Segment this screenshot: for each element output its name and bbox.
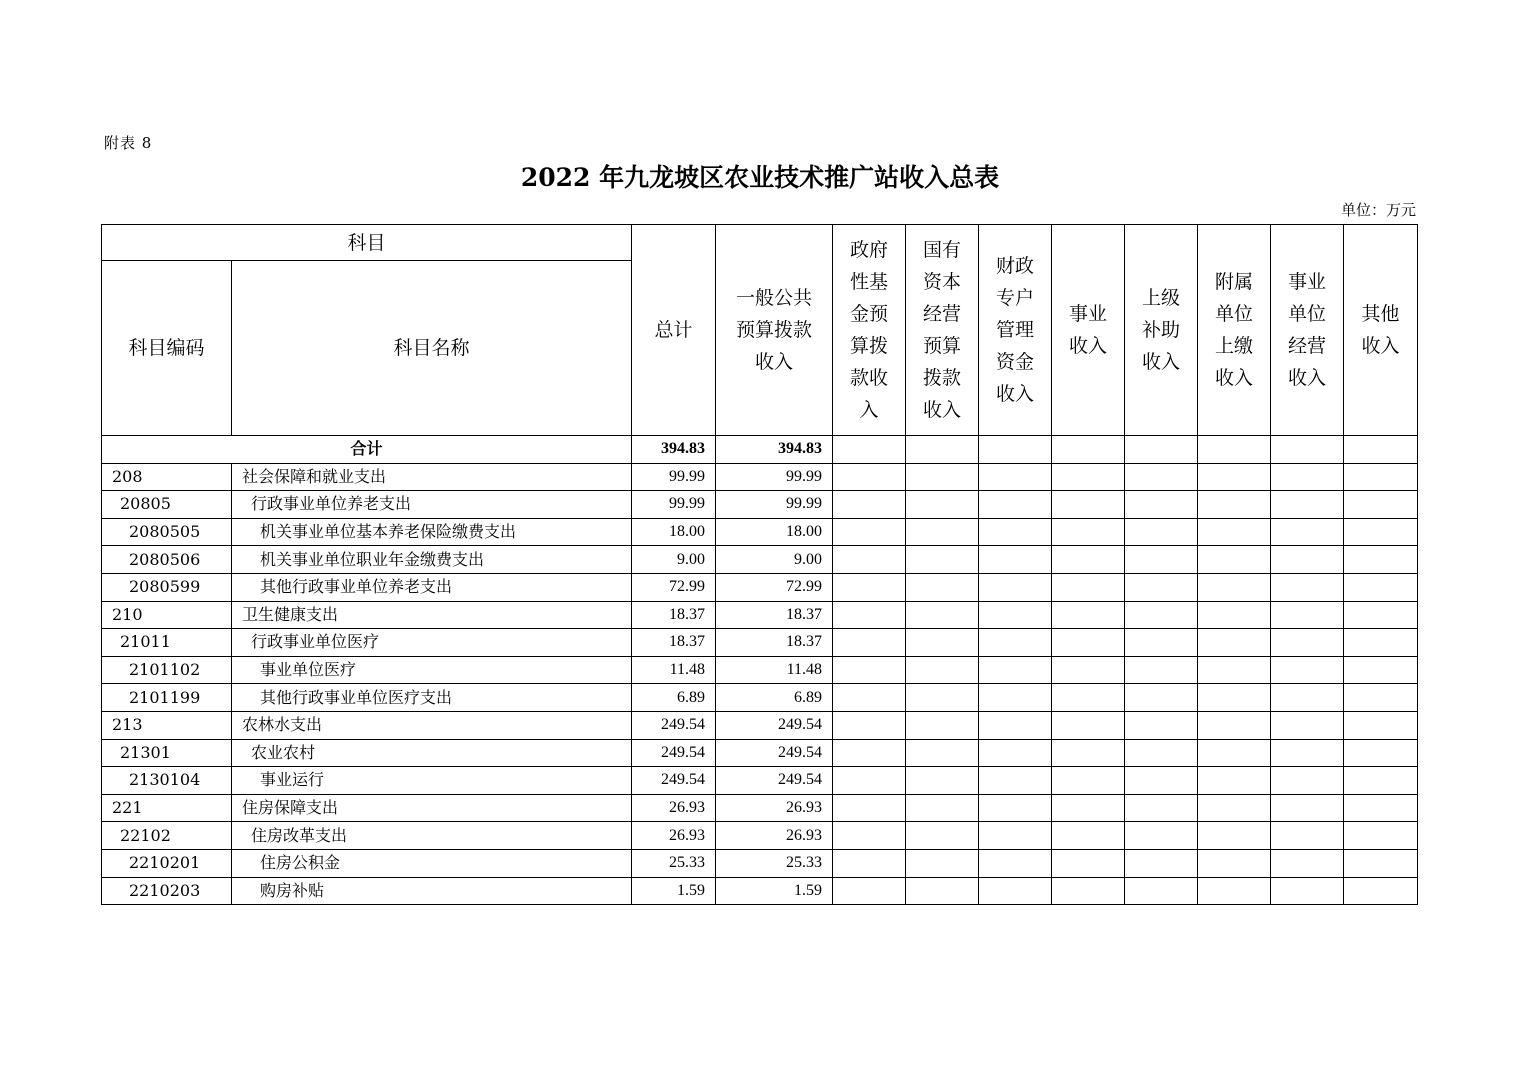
table-row (102, 822, 1418, 850)
row-name: 其他行政事业单位养老支出 (232, 573, 632, 601)
table-row (102, 601, 1418, 629)
empty-cell (906, 767, 979, 795)
empty-cell (906, 877, 979, 905)
row-name: 农林水支出 (232, 711, 632, 739)
row-general: 1.59 (716, 877, 833, 905)
empty-cell (979, 463, 1052, 491)
row-total: 249.54 (632, 739, 716, 767)
empty-cell (1271, 794, 1344, 822)
empty-cell (979, 684, 1052, 712)
row-total: 9.00 (632, 546, 716, 574)
row-total: 249.54 (632, 767, 716, 795)
empty-cell (1052, 684, 1125, 712)
empty-cell (1198, 739, 1271, 767)
empty-cell (1198, 491, 1271, 519)
empty-cell (833, 463, 906, 491)
row-code: 2080505 (102, 518, 232, 546)
empty-cell (1271, 573, 1344, 601)
table-row (102, 711, 1418, 739)
empty-cell (1344, 656, 1418, 684)
other-income-header: 其他收入 (1344, 225, 1418, 436)
table-row (102, 573, 1418, 601)
empty-cell (1125, 684, 1198, 712)
row-total: 18.00 (632, 518, 716, 546)
empty-cell (1198, 601, 1271, 629)
empty-cell (1125, 767, 1198, 795)
empty-cell (1198, 684, 1271, 712)
general-budget-header: 一般公共预算拨款收入 (716, 225, 833, 436)
empty-cell (1198, 573, 1271, 601)
empty-cell (979, 767, 1052, 795)
name-header: 科目名称 (232, 261, 632, 436)
empty-cell (1271, 518, 1344, 546)
row-general: 18.37 (716, 601, 833, 629)
empty-cell (1344, 739, 1418, 767)
empty-cell (1125, 629, 1198, 657)
empty-cell (833, 711, 906, 739)
empty-cell (1271, 877, 1344, 905)
row-code: 22102 (102, 822, 232, 850)
empty-cell (1052, 794, 1125, 822)
empty-cell (979, 656, 1052, 684)
row-name: 事业单位医疗 (232, 656, 632, 684)
empty-cell (1125, 822, 1198, 850)
empty-cell (1052, 629, 1125, 657)
state-capital-header: 国有资本经营预算拨款收入 (906, 225, 979, 436)
empty-cell (979, 629, 1052, 657)
code-header: 科目编码 (102, 261, 232, 436)
empty-cell (1125, 573, 1198, 601)
empty-cell (979, 546, 1052, 574)
empty-cell (1052, 573, 1125, 601)
empty-cell (1344, 849, 1418, 877)
empty-cell (1125, 711, 1198, 739)
empty-cell (1271, 711, 1344, 739)
table-row (102, 739, 1418, 767)
empty-cell (1271, 849, 1344, 877)
row-general: 99.99 (716, 463, 833, 491)
table-row (102, 463, 1418, 491)
empty-cell (1344, 463, 1418, 491)
empty-cell (1198, 629, 1271, 657)
row-general: 99.99 (716, 491, 833, 519)
superior-subsidy-header: 上级补助收入 (1125, 225, 1198, 436)
empty-cell (979, 739, 1052, 767)
row-code: 2130104 (102, 767, 232, 795)
empty-cell (1198, 794, 1271, 822)
empty-cell (906, 546, 979, 574)
empty-cell (833, 794, 906, 822)
table-row (102, 656, 1418, 684)
empty-cell (1198, 711, 1271, 739)
total-sum: 394.83 (632, 436, 716, 464)
empty-cell (1271, 684, 1344, 712)
total-label: 合计 (102, 436, 632, 464)
row-total: 25.33 (632, 849, 716, 877)
empty-cell (833, 877, 906, 905)
empty-cell (979, 601, 1052, 629)
row-code: 210 (102, 601, 232, 629)
row-name: 卫生健康支出 (232, 601, 632, 629)
empty-cell (1125, 877, 1198, 905)
empty-cell (1344, 684, 1418, 712)
empty-cell (979, 573, 1052, 601)
empty-cell (833, 491, 906, 519)
empty-cell (906, 656, 979, 684)
empty-cell (1344, 518, 1418, 546)
unit-label: 单位：万元 (1340, 201, 1416, 219)
empty-cell (1198, 518, 1271, 546)
row-total: 99.99 (632, 491, 716, 519)
row-total: 1.59 (632, 877, 716, 905)
business-income-header: 事业收入 (1052, 225, 1125, 436)
empty-cell (1052, 518, 1125, 546)
table-row (102, 877, 1418, 905)
empty-cell (1125, 656, 1198, 684)
empty-cell (833, 767, 906, 795)
empty-cell (1198, 877, 1271, 905)
affiliated-income-header: 附属单位上缴收入 (1198, 225, 1271, 436)
empty-cell (833, 601, 906, 629)
empty-cell (1344, 711, 1418, 739)
empty-cell (906, 822, 979, 850)
empty-cell (833, 849, 906, 877)
empty-cell (1052, 877, 1125, 905)
row-general: 9.00 (716, 546, 833, 574)
empty-cell (906, 629, 979, 657)
empty-cell (1344, 573, 1418, 601)
row-code: 21301 (102, 739, 232, 767)
empty-cell (833, 656, 906, 684)
row-name: 住房公积金 (232, 849, 632, 877)
empty-cell (1344, 794, 1418, 822)
row-code: 2101199 (102, 684, 232, 712)
empty-cell (1271, 629, 1344, 657)
row-name: 农业农村 (232, 739, 632, 767)
operation-income-header: 事业单位经营收入 (1271, 225, 1344, 436)
empty-cell (906, 711, 979, 739)
income-table (101, 224, 1418, 905)
special-account-header: 财政专户管理资金收入 (979, 225, 1052, 436)
empty-cell (906, 739, 979, 767)
empty-cell (1271, 491, 1344, 519)
empty-cell (1344, 877, 1418, 905)
annex-label: 附表 8 (104, 134, 153, 152)
empty-cell (1271, 822, 1344, 850)
row-general: 18.37 (716, 629, 833, 657)
row-code: 21011 (102, 629, 232, 657)
empty-cell (1125, 491, 1198, 519)
total-header: 总计 (632, 225, 716, 436)
row-total: 72.99 (632, 573, 716, 601)
row-name: 机关事业单位职业年金缴费支出 (232, 546, 632, 574)
empty-cell (1052, 601, 1125, 629)
row-name: 其他行政事业单位医疗支出 (232, 684, 632, 712)
row-general: 25.33 (716, 849, 833, 877)
fund-budget-header: 政府性基金预算拨款收入 (833, 225, 906, 436)
empty-cell (979, 491, 1052, 519)
empty-cell (833, 629, 906, 657)
table-row (102, 629, 1418, 657)
empty-cell (1198, 849, 1271, 877)
empty-cell (1052, 711, 1125, 739)
table-row (102, 491, 1418, 519)
row-name: 事业运行 (232, 767, 632, 795)
empty-cell (1198, 656, 1271, 684)
empty-cell (979, 518, 1052, 546)
table-row (102, 767, 1418, 795)
empty-cell (833, 518, 906, 546)
row-general: 11.48 (716, 656, 833, 684)
empty-cell (979, 794, 1052, 822)
empty-cell (1271, 739, 1344, 767)
row-general: 72.99 (716, 573, 833, 601)
table-row (102, 546, 1418, 574)
empty-cell (1344, 767, 1418, 795)
row-total: 26.93 (632, 794, 716, 822)
row-total: 249.54 (632, 711, 716, 739)
empty-cell (906, 491, 979, 519)
empty-cell (1271, 546, 1344, 574)
empty-cell (1125, 518, 1198, 546)
empty-cell (1344, 546, 1418, 574)
empty-cell (1344, 601, 1418, 629)
empty-cell (1198, 822, 1271, 850)
empty-cell (1052, 491, 1125, 519)
row-general: 26.93 (716, 794, 833, 822)
empty-cell (1052, 546, 1125, 574)
empty-cell (833, 546, 906, 574)
row-general: 18.00 (716, 518, 833, 546)
empty-cell (906, 463, 979, 491)
row-general: 249.54 (716, 767, 833, 795)
empty-cell (1125, 463, 1198, 491)
page-title: 2022 年九龙坡区农业技术推广站收入总表 (520, 163, 1000, 192)
row-code: 2080599 (102, 573, 232, 601)
row-name: 行政事业单位养老支出 (232, 491, 632, 519)
total-row (102, 436, 1418, 464)
empty-cell (1125, 849, 1198, 877)
empty-cell (1198, 463, 1271, 491)
empty-cell (906, 684, 979, 712)
empty-cell (833, 573, 906, 601)
table-row (102, 849, 1418, 877)
empty-cell (833, 684, 906, 712)
row-total: 18.37 (632, 601, 716, 629)
row-name: 住房保障支出 (232, 794, 632, 822)
table-row (102, 518, 1418, 546)
empty-cell (906, 573, 979, 601)
empty-cell (1125, 546, 1198, 574)
row-code: 2210203 (102, 877, 232, 905)
row-total: 26.93 (632, 822, 716, 850)
empty-cell (979, 822, 1052, 850)
empty-cell (1125, 601, 1198, 629)
row-total: 6.89 (632, 684, 716, 712)
row-general: 249.54 (716, 739, 833, 767)
empty-cell (1271, 463, 1344, 491)
empty-cell (906, 849, 979, 877)
empty-cell (1344, 491, 1418, 519)
row-code: 2210201 (102, 849, 232, 877)
row-total: 99.99 (632, 463, 716, 491)
empty-cell (1052, 739, 1125, 767)
empty-cell (1125, 794, 1198, 822)
subject-header: 科目 (102, 225, 632, 261)
row-general: 26.93 (716, 822, 833, 850)
empty-cell (1271, 656, 1344, 684)
row-code: 2080506 (102, 546, 232, 574)
empty-cell (1052, 767, 1125, 795)
row-name: 购房补贴 (232, 877, 632, 905)
empty-cell (906, 518, 979, 546)
empty-cell (906, 794, 979, 822)
row-name: 住房改革支出 (232, 822, 632, 850)
empty-cell (1125, 739, 1198, 767)
empty-cell (833, 739, 906, 767)
empty-cell (979, 877, 1052, 905)
empty-cell (1052, 822, 1125, 850)
empty-cell (1344, 822, 1418, 850)
empty-cell (1271, 767, 1344, 795)
row-code: 208 (102, 463, 232, 491)
row-name: 机关事业单位基本养老保险缴费支出 (232, 518, 632, 546)
empty-cell (1052, 849, 1125, 877)
row-name: 社会保障和就业支出 (232, 463, 632, 491)
row-code: 2101102 (102, 656, 232, 684)
row-total: 18.37 (632, 629, 716, 657)
empty-cell (1198, 767, 1271, 795)
table-row (102, 684, 1418, 712)
total-general: 394.83 (716, 436, 833, 464)
empty-cell (1198, 546, 1271, 574)
row-code: 20805 (102, 491, 232, 519)
row-general: 249.54 (716, 711, 833, 739)
row-code: 213 (102, 711, 232, 739)
row-total: 11.48 (632, 656, 716, 684)
empty-cell (906, 601, 979, 629)
empty-cell (979, 711, 1052, 739)
table-row (102, 794, 1418, 822)
empty-cell (979, 849, 1052, 877)
row-name: 行政事业单位医疗 (232, 629, 632, 657)
empty-cell (1052, 656, 1125, 684)
empty-cell (1344, 629, 1418, 657)
empty-cell (1052, 463, 1125, 491)
row-general: 6.89 (716, 684, 833, 712)
empty-cell (1271, 601, 1344, 629)
empty-cell (833, 822, 906, 850)
row-code: 221 (102, 794, 232, 822)
